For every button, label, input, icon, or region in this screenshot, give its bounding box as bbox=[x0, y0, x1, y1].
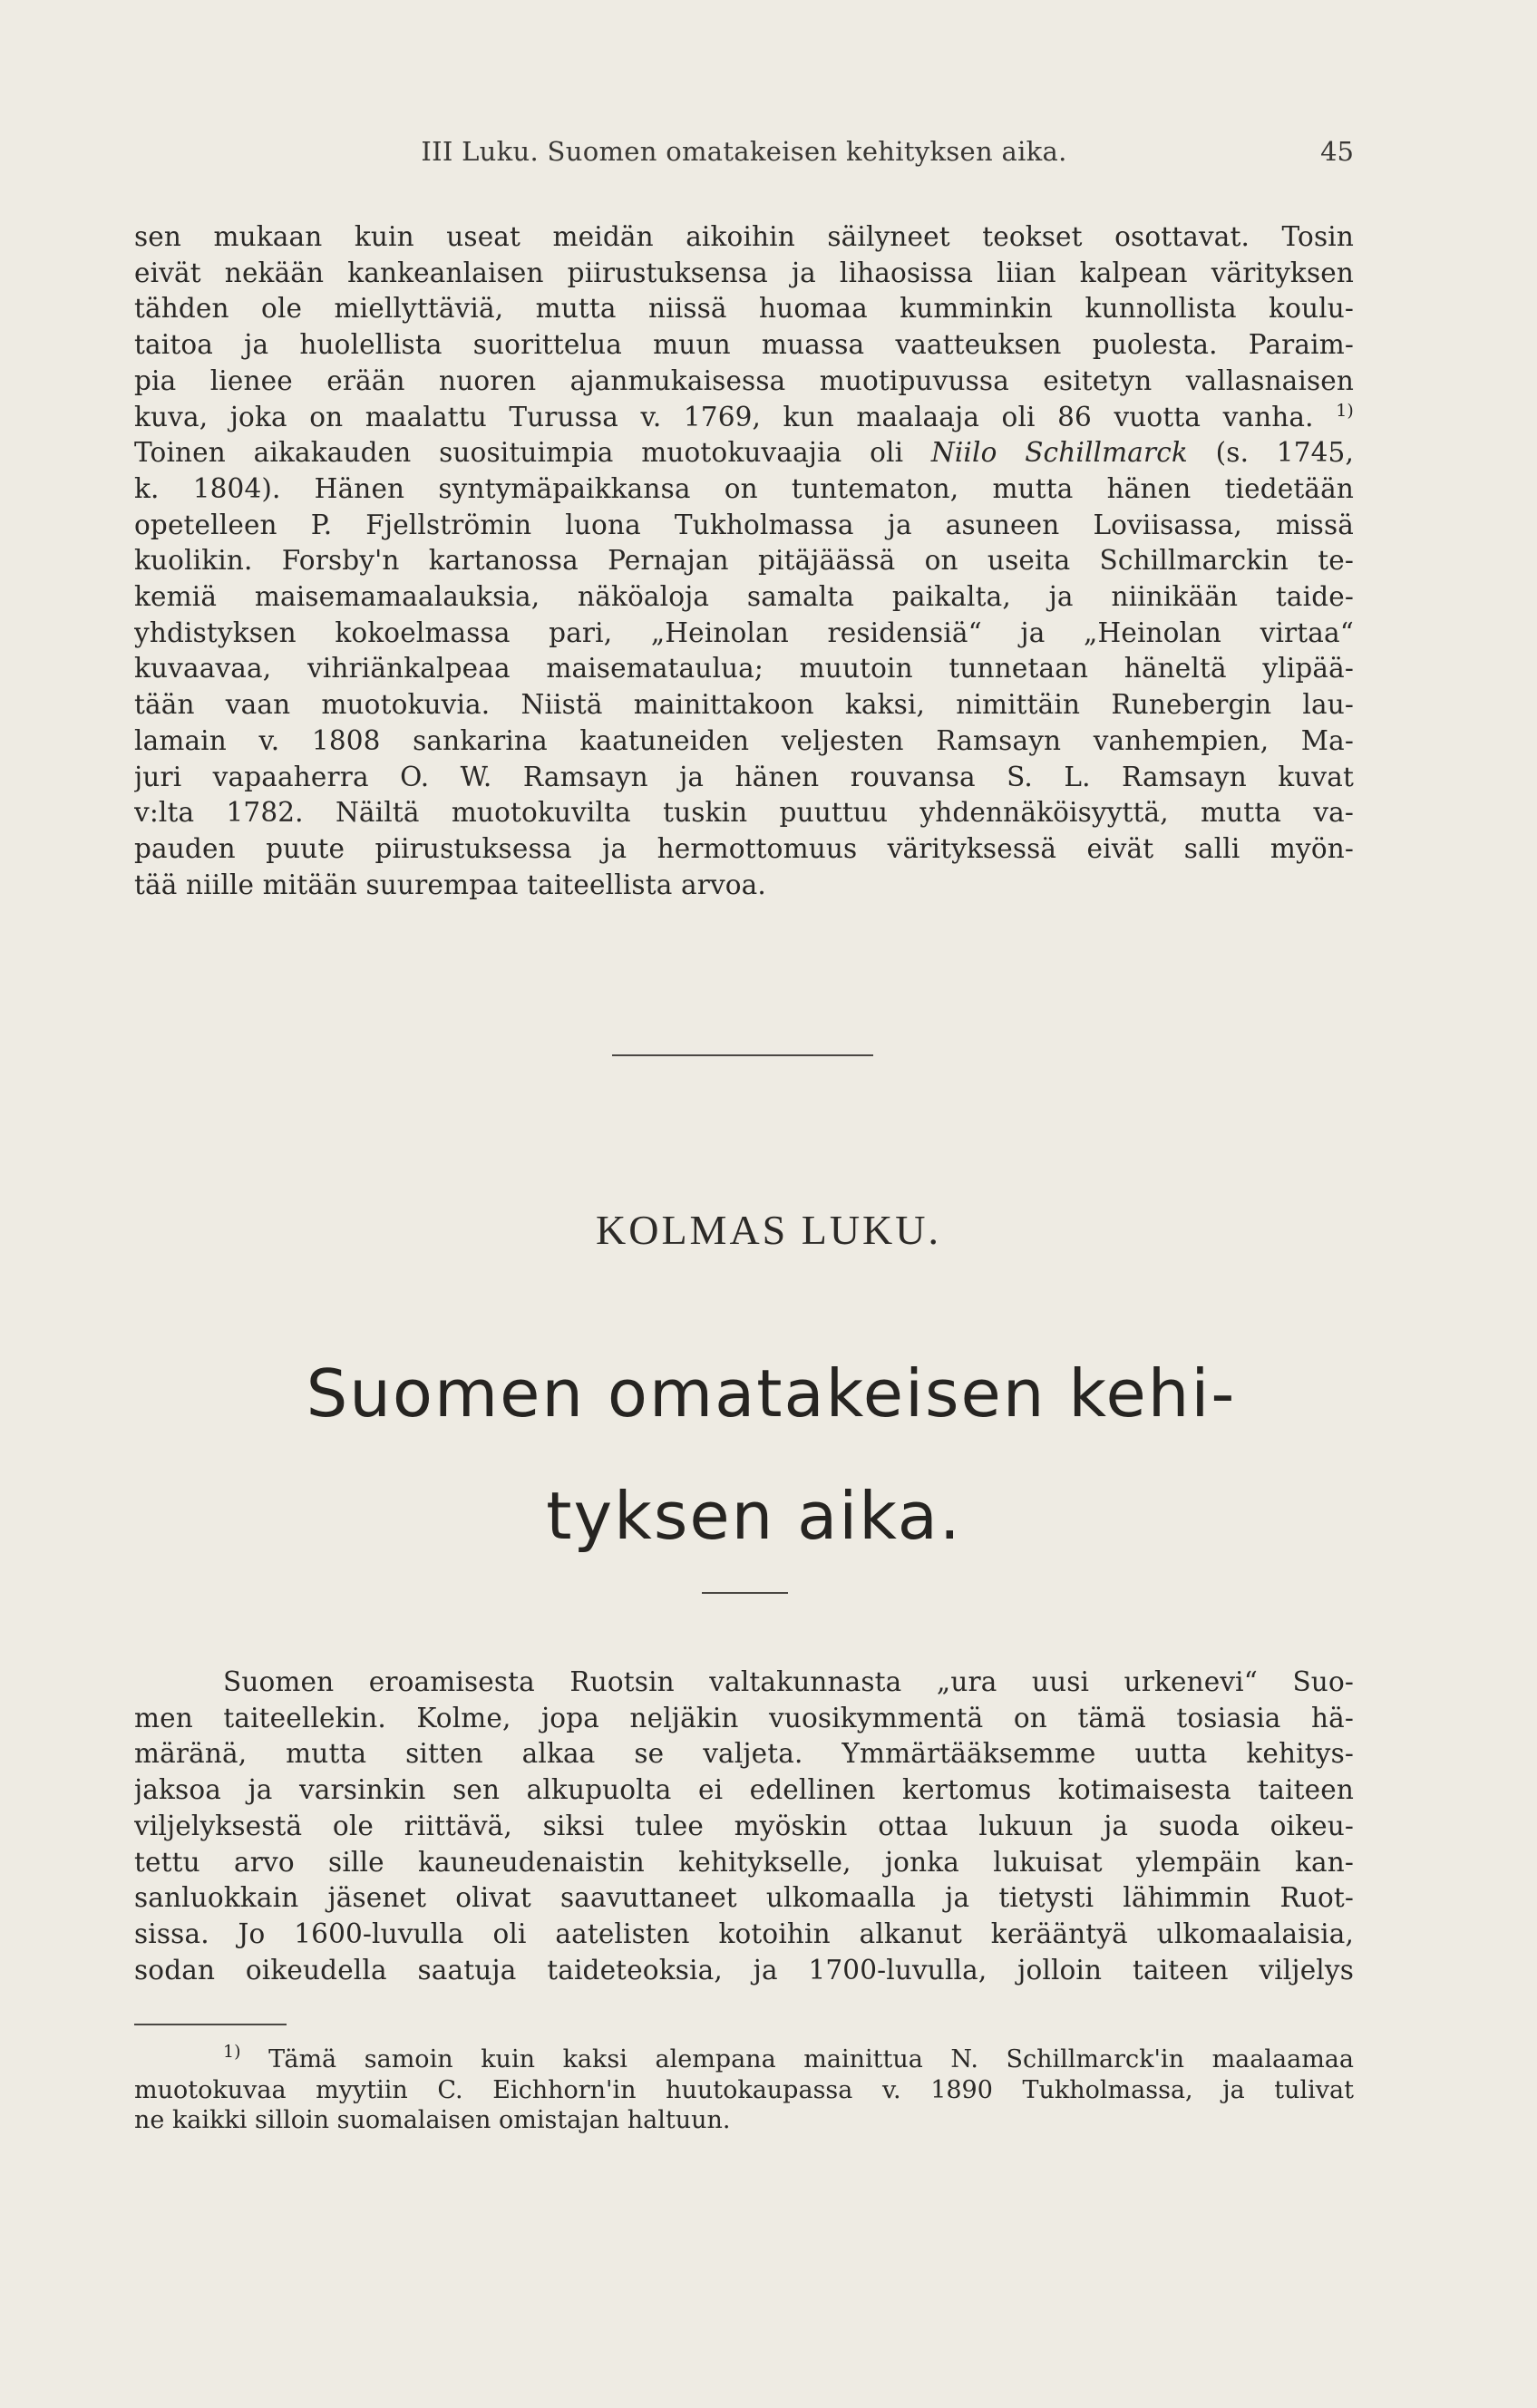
text-line: sen mukaan kuin useat meidän aikoihin säilyneet teokset osottavat. Tosin bbox=[134, 221, 1354, 252]
text-line: tähden ole miellyttäviä, mutta niissä huomaa kumminkin kunnollista koulu- bbox=[134, 293, 1354, 325]
artist-name: Niilo Schillmarck bbox=[930, 437, 1188, 469]
text-line: sanluokkain jäsenet olivat saavuttaneet ulkomaalla ja tietysti lähimmin Ruot- bbox=[134, 1882, 1354, 1914]
text-segment: Tämä samoin kuin kaksi alempana mainittua N. Schillmarck'in maalaamaa bbox=[240, 2045, 1354, 2073]
text-line: yhdistyksen kokoelmassa pari, „Heinolan residensiä“ ja „Heinolan virtaa“ bbox=[134, 617, 1354, 648]
text-line: lamain v. 1808 sankarina kaatuneiden veljesten Ramsayn vanhempien, Ma- bbox=[134, 724, 1354, 756]
text-line-with-footnote-ref bbox=[134, 400, 1354, 436]
chapter-title-line: tyksen aika. bbox=[546, 1478, 962, 1554]
text-line: märänä, mutta sitten alkaa se valjeta. Ymmärtääksemme uutta kehitys- bbox=[134, 1738, 1354, 1770]
running-head-title: III Luku. Suomen omatakeisen kehityksen aika. bbox=[421, 136, 1067, 167]
text-line: eivät nekään kankeanlaisen piirustuksensa ja lihaosissa liian kalpean värityksen bbox=[134, 257, 1354, 288]
footnote-divider bbox=[134, 2024, 287, 2025]
footnote-marker: 1) bbox=[223, 2042, 241, 2062]
paragraph-continued bbox=[134, 219, 1354, 903]
text-line: kuolikin. Forsby'n kartanossa Pernajan pitäjäässä on useita Schillmarckin te- bbox=[134, 545, 1354, 577]
chapter-opening-paragraph bbox=[134, 1665, 1354, 1988]
text-line: k. 1804). Hänen syntymäpaikkansa on tuntematon, mutta hänen tiedetään bbox=[134, 472, 1354, 504]
text-line: taitoa ja huolellista suorittelua muun muassa vaatteuksen puolesta. Paraim- bbox=[134, 329, 1354, 361]
chapter-title bbox=[0, 1333, 1537, 1578]
text-line: v:lta 1782. Näiltä muotokuvilta tuskin puuttuu yhdennäköisyyttä, mutta va- bbox=[134, 797, 1354, 829]
text-line: tää niille mitään suurempaa taiteellista arvoa. bbox=[134, 869, 766, 900]
text-line: men taiteellekin. Kolme, jopa neljäkin vuosikymmentä on tämä tosiasia hä- bbox=[134, 1702, 1354, 1733]
chapter-label: KOLMAS LUKU. bbox=[596, 1207, 941, 1253]
text-line: kuvaavaa, vihriänkalpeaa maisemataulua; muutoin tunnetaan häneltä ylipää- bbox=[134, 653, 1354, 685]
footnote-reference: 1) bbox=[1336, 400, 1354, 421]
page-number: 45 bbox=[1320, 136, 1354, 167]
text-line: sodan oikeudella saatuja taideteoksia, ja 1700-luvulla, jolloin taiteen viljelys bbox=[134, 1954, 1354, 1986]
text-line: pauden puute piirustuksessa ja hermottomuus värityksessä eivät salli myön- bbox=[134, 832, 1354, 864]
text-line: opetelleen P. Fjellströmin luona Tukholmassa ja asuneen Loviisassa, missä bbox=[134, 509, 1354, 540]
text-line: pia lienee erään nuoren ajanmukaisessa muotipuvussa esitetyn vallasnaisen bbox=[134, 364, 1354, 396]
text-segment: Toinen aikakauden suosituimpia muotokuvaajia oli bbox=[134, 437, 931, 469]
section-divider bbox=[612, 1054, 873, 1056]
text-line: Suomen eroamisesta Ruotsin valtakunnasta „ura uusi urkenevi“ Suo- bbox=[223, 1666, 1354, 1697]
footnote-line: muotokuvaa myytiin C. Eichhorn'in huutokaupassa v. 1890 Tukholmassa, ja tulivat bbox=[134, 2075, 1354, 2104]
text-line: tettu arvo sille kauneudenaistin kehitykselle, jonka lukuisat ylempäin kan- bbox=[134, 1846, 1354, 1878]
title-divider bbox=[702, 1592, 788, 1594]
text-line-with-name bbox=[134, 435, 1354, 471]
text-line: viljelyksestä ole riittävä, siksi tulee myöskin ottaa lukuun ja suoda oikeu- bbox=[134, 1810, 1354, 1841]
text-segment: (s. 1745, bbox=[1187, 437, 1354, 469]
chapter-title-line: Suomen omatakeisen kehi- bbox=[306, 1355, 1237, 1432]
text-segment: kuva, joka on maalattu Turussa v. 1769, kun maalaaja oli 86 vuotta vanha. bbox=[134, 401, 1314, 432]
footnote-line: ne kaikki silloin suomalaisen omistajan haltuun. bbox=[134, 2106, 731, 2134]
text-line: juri vapaaherra O. W. Ramsayn ja hänen rouvansa S. L. Ramsayn kuvat bbox=[134, 761, 1354, 792]
running-head bbox=[134, 136, 1354, 176]
text-line: tään vaan muotokuvia. Niistä mainittakoon kaksi, nimittäin Runebergin lau- bbox=[134, 689, 1354, 721]
footnote-line bbox=[134, 2044, 1354, 2075]
text-line: sissa. Jo 1600-luvulla oli aatelisten kotoihin alkanut kerääntyä ulkomaalaisia, bbox=[134, 1918, 1354, 1949]
text-line: jaksoa ja varsinkin sen alkupuolta ei edellinen kertomus kotimaisesta taiteen bbox=[134, 1774, 1354, 1806]
text-line: kemiä maisemamaalauksia, näköaloja samalta paikalta, ja niinikään taide- bbox=[134, 581, 1354, 613]
footnote bbox=[134, 2044, 1354, 2136]
